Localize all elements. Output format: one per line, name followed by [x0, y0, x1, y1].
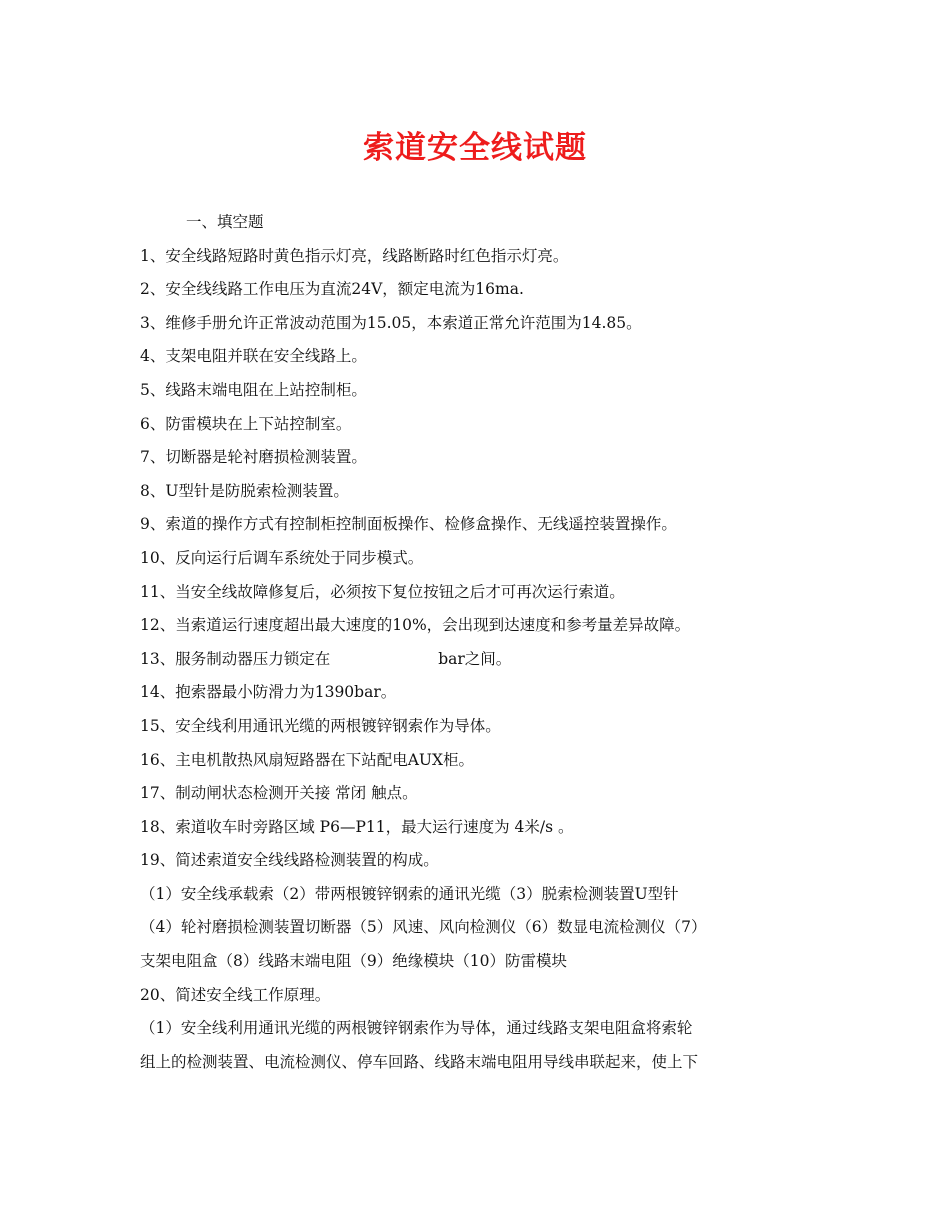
question-line: 11、当安全线故障修复后，必须按下复位按钮之后才可再次运行索道。 [140, 582, 625, 601]
document-title: 索道安全线试题 [363, 130, 587, 166]
question-list [140, 240, 820, 643]
question-line: （1）安全线利用通讯光缆的两根镀锌钢索作为导体，通过线路支架电阻盒将索轮 [140, 1019, 693, 1038]
question-line: 4、支架电阻并联在安全线路上。 [140, 347, 367, 366]
question-line: 3、维修手册允许正常波动范围为15.05，本索道正常允许范围为14.85。 [140, 313, 642, 332]
document-body [140, 206, 820, 1079]
question-line: 15、安全线利用通讯光缆的两根镀锌钢索作为导体。 [140, 716, 501, 735]
question-line: 7、切断器是轮衬磨损检测装置。 [140, 448, 367, 467]
question-line: 支架电阻盒（8）线路末端电阻（9）绝缘模块（10）防雷模块 [140, 952, 567, 971]
question-line: （4）轮衬磨损检测装置切断器（5）风速、风向检测仪（6）数显电流检测仪（7） [140, 918, 707, 937]
question-line: 8、U型针是防脱索检测装置。 [140, 481, 349, 500]
question-line: 12、当索道运行速度超出最大速度的10%，会出现到达速度和参考量差异故障。 [140, 616, 691, 635]
question-line: 18、索道收车时旁路区域 P6—P11，最大运行速度为 4米/s 。 [140, 817, 574, 836]
question-line: （1）安全线承载索（2）带两根镀锌钢索的通讯光缆（3）脱索检测装置U型针 [140, 884, 679, 903]
question-line: 组上的检测装置、电流检测仪、停车回路、线路末端电阻用导线串联起来，使上下 [140, 1052, 699, 1071]
question-line: 19、简述索道安全线线路检测装置的构成。 [140, 851, 439, 870]
question-line: 10、反向运行后调车系统处于同步模式。 [140, 548, 424, 567]
question-line: 16、主电机散热风扇短路器在下站配电AUX柜。 [140, 750, 475, 769]
question-list-continued [140, 676, 820, 1079]
question-line: 14、抱索器最小防滑力为1390bar。 [140, 683, 397, 702]
question-line: 2、安全线线路工作电压为直流24V，额定电流为16ma. [140, 280, 524, 299]
question-line: 17、制动闸状态检测开关接 常闭 触点。 [140, 784, 418, 803]
section-heading: 一、填空题 [186, 213, 264, 231]
question-line: 5、线路末端电阻在上站控制柜。 [140, 380, 367, 399]
question-line: 6、防雷模块在上下站控制室。 [140, 414, 352, 433]
question-13 [140, 643, 820, 677]
question-13-suffix: bar之间。 [438, 649, 512, 668]
question-line: 1、安全线路短路时黄色指示灯亮，线路断路时红色指示灯亮。 [140, 246, 569, 265]
question-line: 20、简述安全线工作原理。 [140, 985, 331, 1004]
question-line: 9、索道的操作方式有控制柜控制面板操作、检修盒操作、无线遥控装置操作。 [140, 515, 677, 534]
question-13-prefix: 13、服务制动器压力锁定在 [140, 649, 331, 668]
